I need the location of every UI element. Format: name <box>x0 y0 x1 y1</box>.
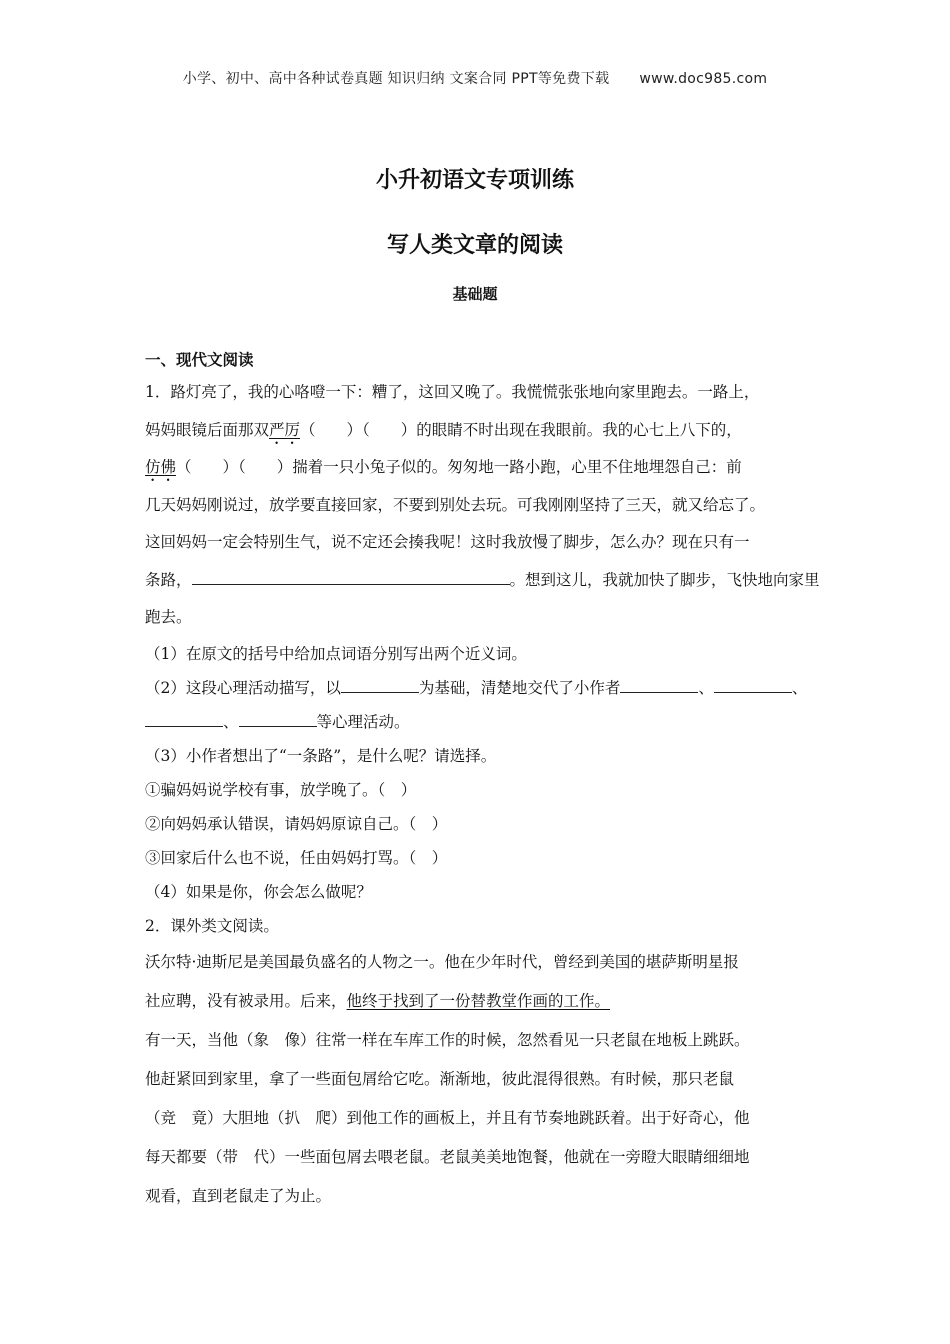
passage-line: 条路， 。想到这儿，我就加快了脚步，飞快地向家里 <box>145 562 825 600</box>
dotted-word: 仿佛 <box>145 458 177 476</box>
difficulty-label: 基础题 <box>452 285 498 303</box>
answer-blank[interactable] <box>714 674 792 693</box>
passage-line: 跑去。 <box>145 608 192 626</box>
header-site: www.doc985.com <box>639 71 768 87</box>
passage-line: 有一天，当他（象 像）往常一样在车库工作的时候，忽然看见一只老鼠在地板上跳跃。 <box>145 1030 750 1049</box>
passage-line: 1．路灯亮了，我的心咯噔一下：糟了，这回又晚了。我慌慌张张地向家里跑去。一路上， <box>145 383 760 401</box>
underlined-sentence: 他终于找到了一份替教堂作画的工作。 <box>346 991 611 1010</box>
header-text: 小学、初中、高中各种试卷真题 知识归纳 文案合同 PPT等免费下载 <box>182 71 610 87</box>
dotted-word: 严厉 <box>269 420 301 439</box>
passage-line: 几天妈妈刚说过，放学要直接回家，不要到别处去玩。可我刚刚坚持了三天，就又给忘了。 <box>145 495 766 514</box>
passage-line: 仿佛（ ）（ ）揣着一只小兔子似的。匆匆地一路小跑，心里不住地埋怨自己：前 <box>145 458 742 476</box>
passage-line: 沃尔特·迪斯尼是美国最负盛名的人物之一。他在少年时代，曾经到美国的堪萨斯明星报 <box>145 952 739 971</box>
sub-question-2: （2）这段心理活动描写，以 为基础，清楚地交代了小作者 、 、 <box>145 671 825 705</box>
document-subtitle: 写人类文章的阅读 <box>386 232 563 258</box>
answer-blank[interactable] <box>192 566 510 585</box>
question-2 <box>145 909 825 1216</box>
question-2-intro: 2．课外类文阅读。 <box>145 916 279 935</box>
passage-line: （竞 竟）大胆地（扒 爬）到他工作的画板上，并且有节奏地跳跃着。出于好奇心，他 <box>145 1108 750 1127</box>
option-2: ②向妈妈承认错误，请妈妈原谅自己。（ ） <box>145 814 448 833</box>
answer-blank[interactable] <box>620 674 698 693</box>
sub-question-3: （3）小作者想出了“一条路”，是什么呢？请选择。 <box>145 746 497 765</box>
answer-blank[interactable] <box>145 708 223 727</box>
document-body <box>145 346 825 1216</box>
sub-question-2-cont: 、 等心理活动。 <box>145 705 825 739</box>
passage-line: 观看，直到老鼠走了为止。 <box>145 1186 332 1205</box>
passage-line: 妈妈眼镜后面那双严厉（ ）（ ）的眼睛不时出现在我眼前。我的心七上八下的， <box>145 420 742 439</box>
document-title: 小升初语文专项训练 <box>375 167 574 193</box>
passage-line: 每天都要（带 代）一些面包屑去喂老鼠。老鼠美美地饱餐，他就在一旁瞪大眼睛细细地 <box>145 1147 750 1166</box>
passage-line: 这回妈妈一定会特别生气，说不定还会揍我呢！这时我放慢了脚步，怎么办？现在只有一 <box>145 533 750 551</box>
answer-blank[interactable] <box>341 674 419 693</box>
option-1: ①骗妈妈说学校有事，放学晚了。（ ） <box>145 780 417 799</box>
answer-blank[interactable] <box>239 708 317 727</box>
sub-question-4: （4）如果是你，你会怎么做呢？ <box>145 882 372 901</box>
question-1 <box>145 374 825 909</box>
option-3: ③回家后什么也不说，任由妈妈打骂。（ ） <box>145 848 448 867</box>
passage-line: 他赶紧回到家里，拿了一些面包屑给它吃。渐渐地，彼此混得很熟。有时候，那只老鼠 <box>145 1069 735 1088</box>
section-heading: 一、现代文阅读 <box>145 350 254 369</box>
sub-question-1: （1）在原文的括号中给加点词语分别写出两个近义词。 <box>145 644 527 663</box>
passage-line: 社应聘，没有被录用。后来，他终于找到了一份替教堂作画的工作。 <box>145 991 611 1010</box>
page-header <box>0 68 950 88</box>
